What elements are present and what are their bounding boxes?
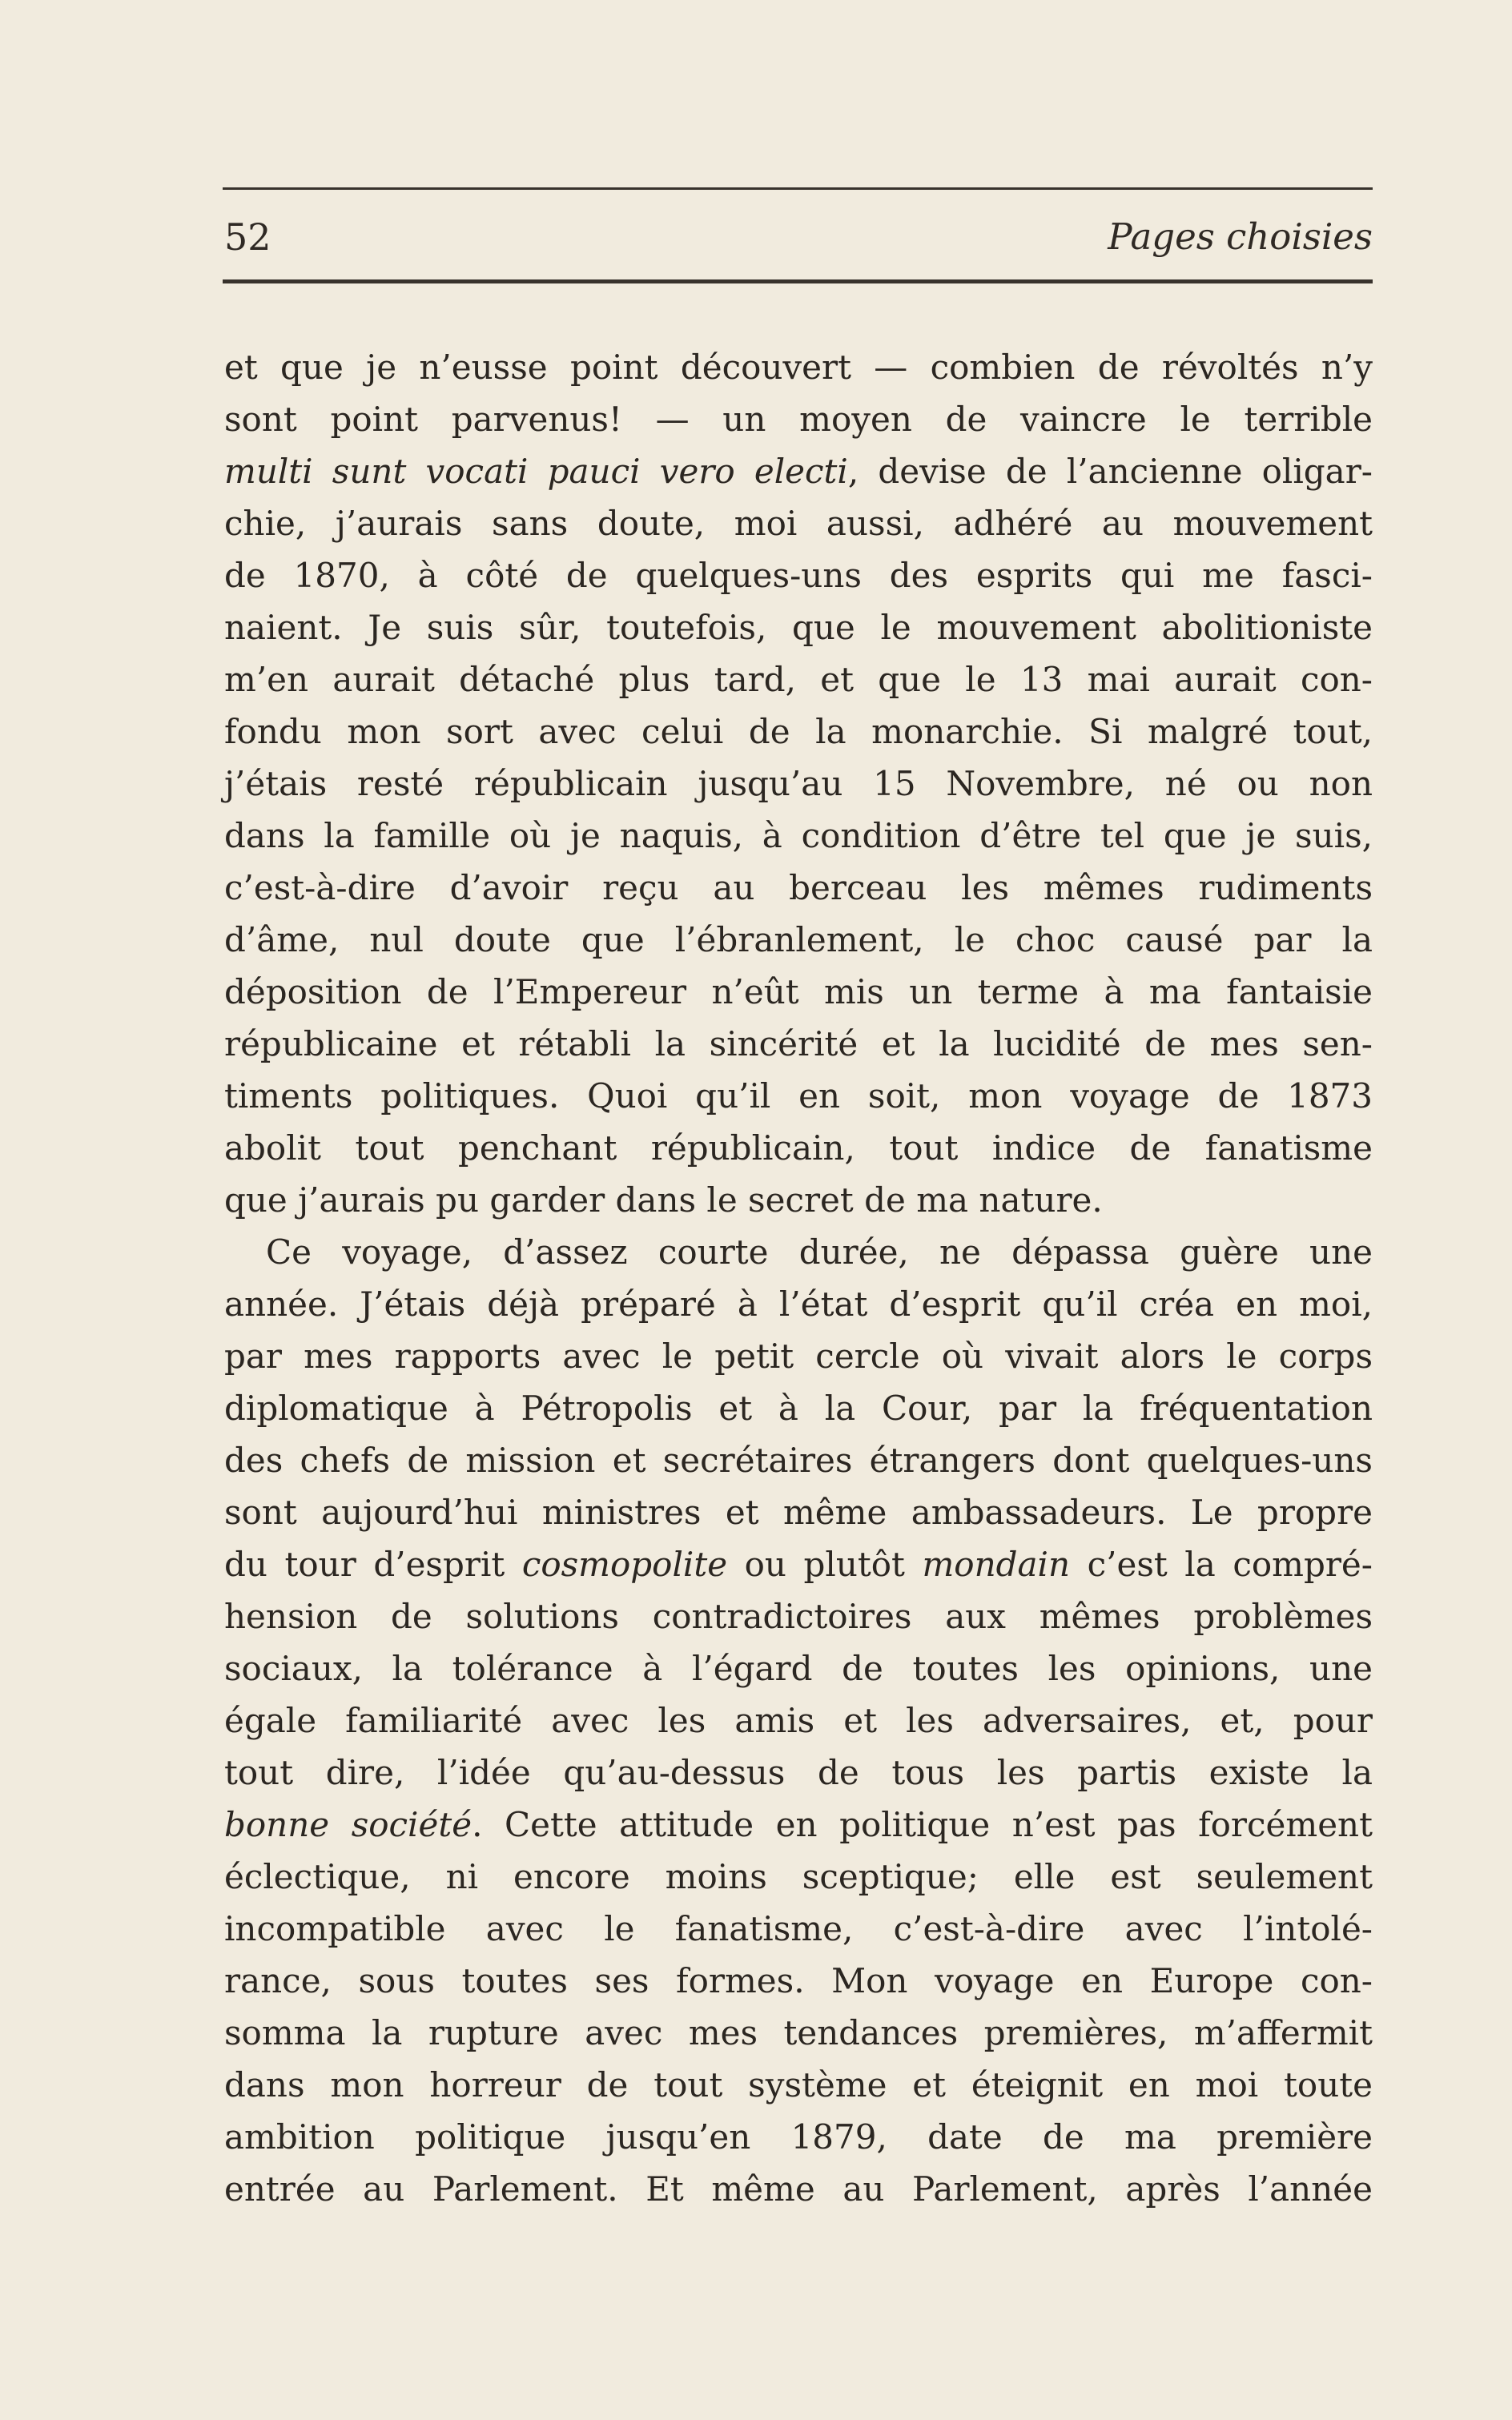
text-line: multi sunt vocati pauci vero electi, devise de l’ancienne oligar- [224,452,1373,491]
text-line: m’en aurait détaché plus tard, et que le 13 mai aurait con- [224,660,1373,699]
italic-phrase: multi sunt vocati pauci vero electi [224,452,848,491]
text-line: c’est-à-dire d’avoir reçu au berceau les mêmes rudiments [224,868,1373,907]
text-line: Ce voyage, d’assez courte durée, ne dépassa guère une [266,1232,1373,1272]
text-line: ambition politique jusqu’en 1879, date de ma première [224,2117,1373,2157]
text-line: égale familiarité avec les amis et les adversaires, et, pour [224,1701,1373,1740]
text-line: d’âme, nul doute que l’ébranlement, le choc causé par la [224,920,1373,959]
text-line: que j’aurais pu garder dans le secret de ma nature. [224,1180,1103,1220]
page-number: 52 [224,215,271,259]
text-line: hension de solutions contradictoires aux mêmes problèmes [224,1597,1373,1636]
running-title: Pages choisies [1108,215,1373,258]
text-line: par mes rapports avec le petit cercle où vivait alors le corps [224,1337,1373,1376]
header-rule-bottom [223,279,1373,283]
text-line: de 1870, à côté de quelques-uns des esprits qui me fasci- [224,556,1373,595]
text-line: déposition de l’Empereur n’eût mis un terme à ma fantaisie [224,972,1373,1011]
text-line: rance, sous toutes ses formes. Mon voyage en Europe con- [224,1961,1373,2000]
body-text [224,341,1373,2215]
text-line: sont aujourd’hui ministres et même ambassadeurs. Le propre [224,1493,1373,1532]
text-line: entrée au Parlement. Et même au Parlement, après l’année [224,2169,1373,2209]
text-line: timents politiques. Quoi qu’il en soit, mon voyage de 1873 [224,1076,1373,1116]
text-line: du tour d’esprit cosmopolite ou plutôt mondain c’est la compré- [224,1545,1373,1584]
header-rule-top [223,187,1373,190]
italic-phrase: cosmopolite [521,1545,728,1584]
text-line: sont point parvenus! — un moyen de vaincre le terrible [224,400,1373,439]
text-line: diplomatique à Pétropolis et à la Cour, par la fréquentation [224,1389,1373,1428]
text-line: bonne société. Cette attitude en politique n’est pas forcément [224,1805,1373,1844]
text-line: abolit tout penchant républicain, tout indice de fanatisme [224,1128,1373,1168]
italic-phrase: mondain [922,1545,1071,1584]
text-line: chie, j’aurais sans doute, moi aussi, adhéré au mouvement [224,504,1373,543]
text-line: dans mon horreur de tout système et éteignit en moi toute [224,2065,1373,2104]
text-line: naient. Je suis sûr, toutefois, que le mouvement abolitioniste [224,608,1373,647]
text-line: j’étais resté républicain jusqu’au 15 Novembre, né ou non [224,764,1373,803]
text-line: dans la famille où je naquis, à condition d’être tel que je suis, [224,816,1373,855]
text-line: des chefs de mission et secrétaires étrangers dont quelques-uns [224,1441,1373,1480]
italic-phrase: bonne société [224,1805,472,1844]
text-line: éclectique, ni encore moins sceptique; elle est seulement [224,1857,1373,1896]
text-line: et que je n’eusse point découvert — combien de révoltés n’y [224,348,1373,387]
text-line: tout dire, l’idée qu’au-dessus de tous les partis existe la [224,1753,1373,1792]
text-line: somma la rupture avec mes tendances premières, m’affermit [224,2013,1373,2052]
text-line: sociaux, la tolérance à l’égard de toutes les opinions, une [224,1649,1373,1688]
text-line: républicaine et rétabli la sincérité et la lucidité de mes sen- [224,1024,1373,1063]
text-line: année. J’étais déjà préparé à l’état d’esprit qu’il créa en moi, [224,1284,1373,1324]
text-line: fondu mon sort avec celui de la monarchie. Si malgré tout, [224,712,1373,751]
text-line: incompatible avec le fanatisme, c’est-à-dire avec l’intolé- [224,1909,1373,1948]
